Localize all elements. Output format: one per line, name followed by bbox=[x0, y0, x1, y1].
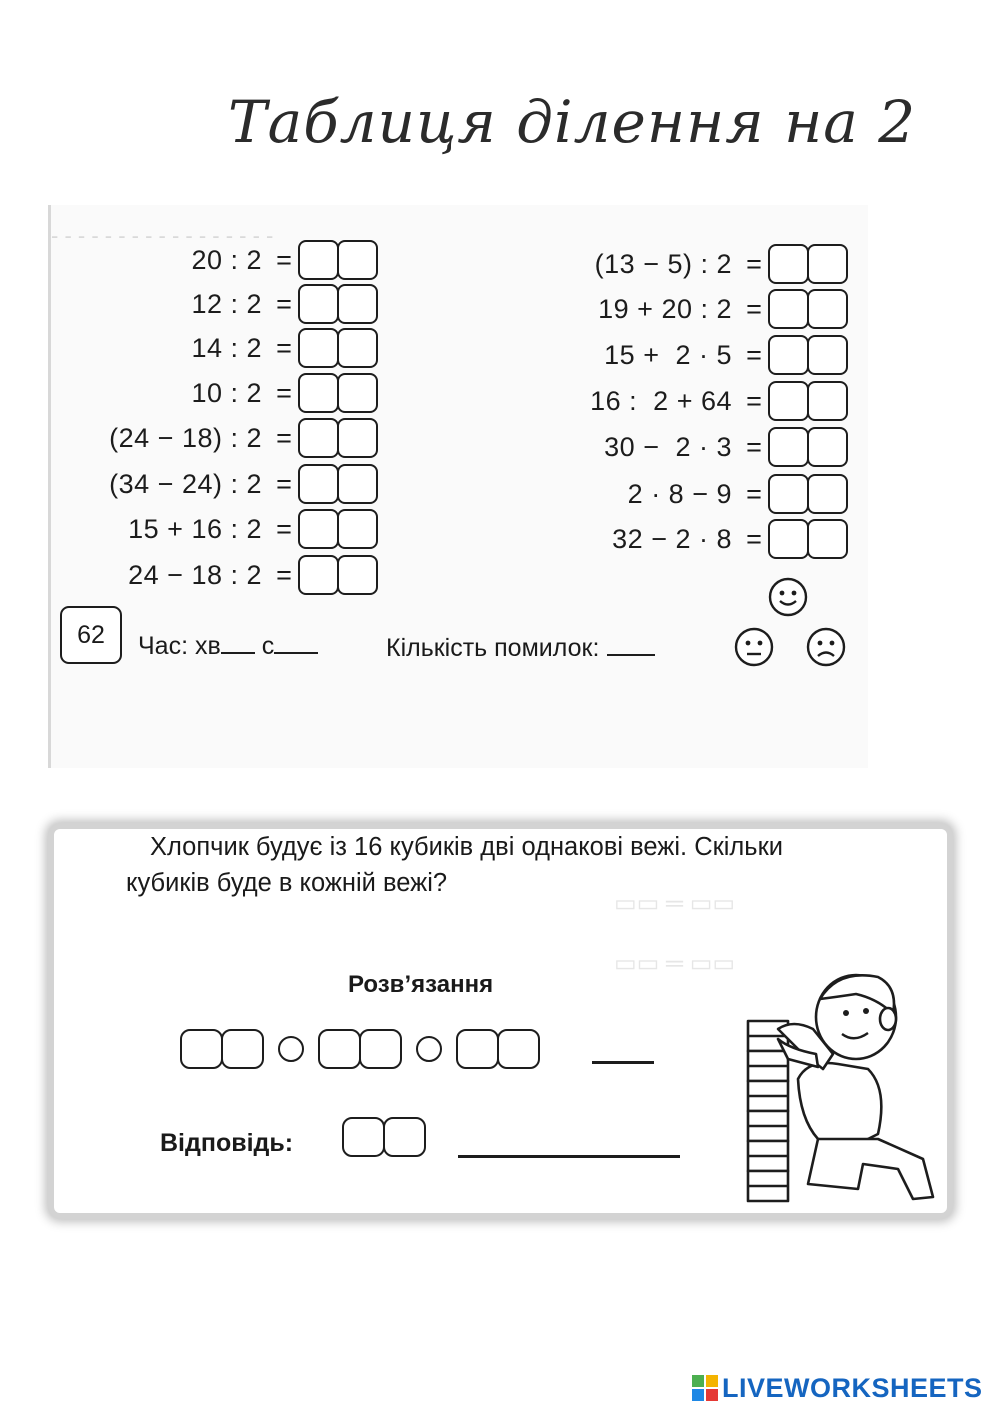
logo-text: LIVEWORKSHEETS bbox=[722, 1372, 983, 1403]
right-row bbox=[470, 427, 848, 467]
equals-sign: = bbox=[746, 248, 762, 279]
smile-face-icon[interactable] bbox=[767, 576, 809, 618]
answer-digit-box[interactable] bbox=[337, 509, 378, 549]
right-row bbox=[470, 474, 848, 514]
boy-building-tower-icon bbox=[738, 959, 948, 1209]
answer-digit-box[interactable] bbox=[807, 519, 848, 559]
equals-sign: = bbox=[276, 377, 292, 408]
right-row bbox=[470, 519, 848, 559]
equals-sign: = bbox=[276, 332, 292, 363]
left-row bbox=[40, 555, 378, 595]
time-label: Час: хв bbox=[138, 632, 221, 660]
answer-digit-box[interactable] bbox=[298, 284, 339, 324]
left-expression: 20 : 2 bbox=[191, 244, 262, 275]
right-expression: 19 + 20 : 2 bbox=[598, 293, 732, 324]
right-row bbox=[470, 335, 848, 375]
answer-digit-box[interactable] bbox=[337, 328, 378, 368]
right-expression: 30 − 2 · 3 bbox=[604, 431, 732, 462]
answer-digit-box[interactable] bbox=[337, 373, 378, 413]
answer-digit-box[interactable] bbox=[807, 335, 848, 375]
right-expression: 15 + 2 · 5 bbox=[604, 339, 732, 370]
left-row bbox=[40, 373, 378, 413]
right-expression: (13 − 5) : 2 bbox=[594, 248, 732, 279]
solution-equation bbox=[180, 1029, 540, 1069]
left-expression: (34 − 24) : 2 bbox=[109, 468, 262, 499]
left-row bbox=[40, 328, 378, 368]
solution-digit-box[interactable] bbox=[318, 1029, 361, 1069]
answer-digit-box[interactable] bbox=[807, 427, 848, 467]
left-expression: 10 : 2 bbox=[191, 377, 262, 408]
solution-digit-box[interactable] bbox=[497, 1029, 540, 1069]
answer-digit-box[interactable] bbox=[337, 555, 378, 595]
answer-digit-box[interactable] bbox=[807, 474, 848, 514]
left-row bbox=[40, 509, 378, 549]
page-title: Таблиця ділення на 2 bbox=[228, 88, 917, 156]
task-text-line: Хлопчик будує із 16 кубиків дві однакові вежі. Скільки bbox=[150, 833, 783, 861]
equals-sign: = bbox=[746, 339, 762, 370]
answer-digit-box[interactable] bbox=[807, 244, 848, 284]
answer-digit-box[interactable] bbox=[768, 519, 809, 559]
exercise-number-badge: 62 bbox=[60, 606, 122, 664]
equals-sign: = bbox=[746, 385, 762, 416]
answer-words-input[interactable] bbox=[458, 1155, 680, 1158]
answer-digit-box[interactable] bbox=[807, 289, 848, 329]
sad-face-icon[interactable] bbox=[805, 626, 847, 668]
equals-sign: = bbox=[276, 513, 292, 544]
answer-digit-box[interactable] bbox=[337, 240, 378, 280]
left-expression: (24 − 18) : 2 bbox=[109, 422, 262, 453]
answer-boxes bbox=[342, 1117, 426, 1157]
answer-digit-box[interactable] bbox=[383, 1117, 426, 1157]
answer-digit-box[interactable] bbox=[298, 509, 339, 549]
neutral-face-icon[interactable] bbox=[733, 626, 775, 668]
liveworksheets-logo bbox=[692, 1373, 983, 1403]
errors-field bbox=[386, 634, 655, 663]
answer-digit-box[interactable] bbox=[298, 464, 339, 504]
answer-digit-box[interactable] bbox=[768, 244, 809, 284]
right-row bbox=[470, 381, 848, 421]
left-row bbox=[40, 464, 378, 504]
answer-digit-box[interactable] bbox=[298, 555, 339, 595]
answer-digit-box[interactable] bbox=[298, 328, 339, 368]
equals-sign: = bbox=[276, 422, 292, 453]
answer-digit-box[interactable] bbox=[298, 373, 339, 413]
equals-sign: = bbox=[746, 431, 762, 462]
answer-digit-box[interactable] bbox=[768, 289, 809, 329]
seconds-input[interactable] bbox=[274, 634, 318, 654]
seconds-label: с bbox=[261, 632, 275, 660]
equals-sign: = bbox=[276, 244, 292, 275]
answer-digit-box[interactable] bbox=[768, 335, 809, 375]
right-expression: 2 · 8 − 9 bbox=[627, 478, 732, 509]
minutes-input[interactable] bbox=[221, 634, 255, 654]
left-expression: 12 : 2 bbox=[191, 288, 262, 319]
answer-digit-box[interactable] bbox=[337, 284, 378, 324]
right-row bbox=[470, 289, 848, 329]
solution-digit-box[interactable] bbox=[456, 1029, 499, 1069]
equals-sign: = bbox=[276, 559, 292, 590]
bleed-through-text: - - - - - - - - - - - - - - - - - bbox=[51, 223, 274, 248]
operation-sign-circle[interactable] bbox=[278, 1036, 304, 1062]
solution-digit-box[interactable] bbox=[180, 1029, 223, 1069]
solution-digit-box[interactable] bbox=[221, 1029, 264, 1069]
answer-digit-box[interactable] bbox=[298, 240, 339, 280]
solution-digit-box[interactable] bbox=[359, 1029, 402, 1069]
task-text-line: кубиків буде в кожній вежі? bbox=[126, 869, 448, 897]
answer-digit-box[interactable] bbox=[342, 1117, 385, 1157]
errors-input[interactable] bbox=[607, 636, 655, 656]
left-expression: 24 − 18 : 2 bbox=[128, 559, 262, 590]
left-expression: 15 + 16 : 2 bbox=[128, 513, 262, 544]
answer-digit-box[interactable] bbox=[807, 381, 848, 421]
left-row bbox=[40, 284, 378, 324]
bleed-through-text: ▭▭ ═ ▭▭ bbox=[614, 890, 736, 917]
solution-unit-input[interactable] bbox=[592, 1061, 654, 1064]
equals-sign: = bbox=[276, 468, 292, 499]
right-expression: 32 − 2 · 8 bbox=[612, 523, 732, 554]
left-row bbox=[40, 240, 378, 280]
equals-sign: = bbox=[276, 288, 292, 319]
left-expression: 14 : 2 bbox=[191, 332, 262, 363]
errors-label: Кількість помилок: bbox=[386, 634, 600, 662]
left-row bbox=[40, 418, 378, 458]
bleed-through-text: ▭▭ ═ ▭▭ bbox=[614, 950, 736, 977]
answer-digit-box[interactable] bbox=[298, 418, 339, 458]
logo-mark-icon bbox=[692, 1375, 718, 1401]
operation-sign-circle[interactable] bbox=[416, 1036, 442, 1062]
answer-label: Відповідь: bbox=[160, 1129, 294, 1157]
time-field bbox=[138, 632, 318, 661]
answer-digit-box[interactable] bbox=[768, 427, 809, 467]
equals-sign: = bbox=[746, 293, 762, 324]
solution-heading: Розв’язання bbox=[348, 971, 494, 998]
answer-digit-box[interactable] bbox=[768, 474, 809, 514]
right-row bbox=[470, 244, 848, 284]
equals-sign: = bbox=[746, 523, 762, 554]
answer-digit-box[interactable] bbox=[337, 418, 378, 458]
right-expression: 16 : 2 + 64 bbox=[590, 385, 732, 416]
word-problem-card bbox=[48, 823, 953, 1219]
answer-digit-box[interactable] bbox=[337, 464, 378, 504]
equals-sign: = bbox=[746, 478, 762, 509]
answer-digit-box[interactable] bbox=[768, 381, 809, 421]
